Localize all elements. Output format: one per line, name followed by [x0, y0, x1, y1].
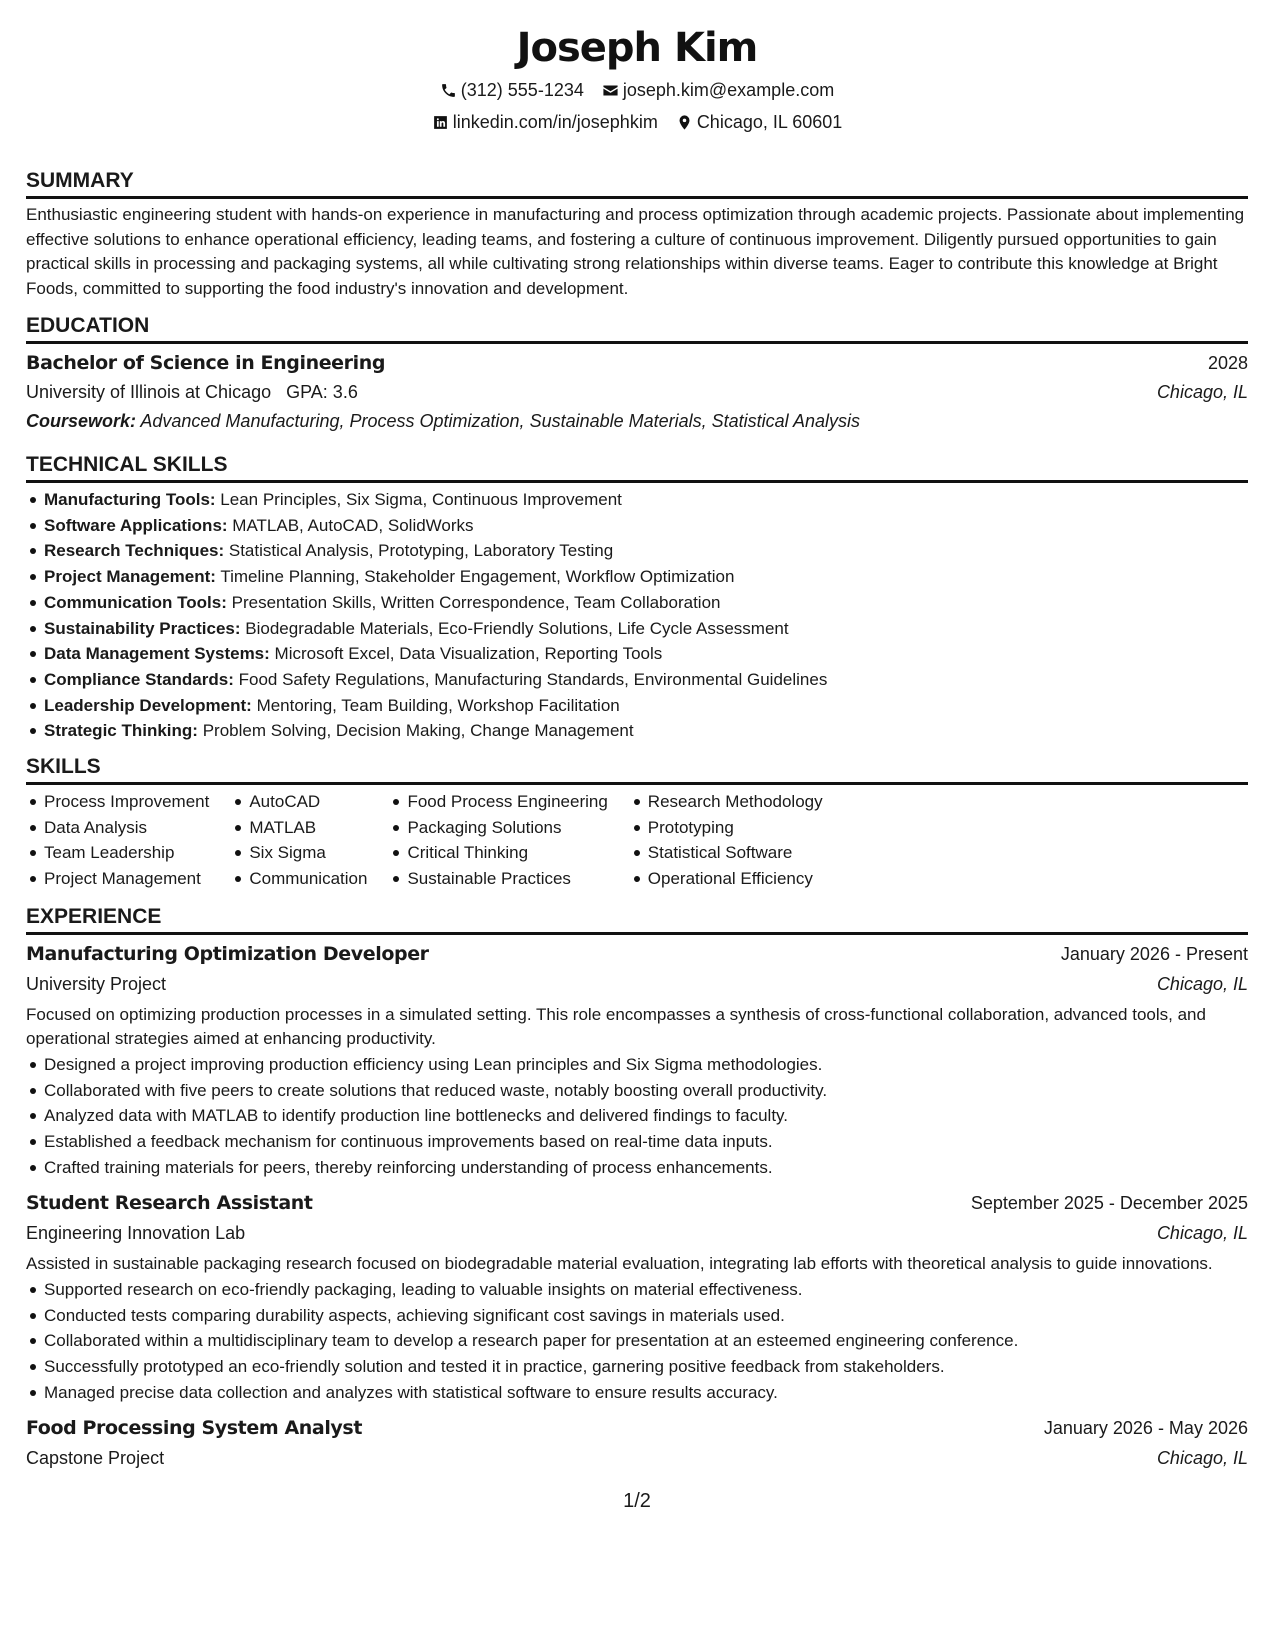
list-item: [44, 693, 1248, 719]
list-item: Critical Thinking: [407, 840, 607, 866]
job-location: Chicago, IL: [1156, 973, 1248, 994]
location-contact: [676, 106, 842, 138]
contact-line-2: [26, 106, 1248, 138]
linkedin-contact[interactable]: [432, 106, 658, 138]
school-location: Chicago, IL: [1156, 382, 1248, 402]
experience-entry: [26, 1413, 1248, 1473]
list-item: Sustainable Practices: [407, 866, 607, 892]
job-org: Engineering Innovation Lab: [26, 1223, 246, 1244]
job-org-row: [26, 969, 1248, 999]
skill-category: Project Management:: [44, 567, 216, 587]
job-org: Capstone Project: [26, 1448, 165, 1469]
experience-heading: EXPERIENCE: [26, 904, 1248, 935]
list-item: [44, 590, 1248, 616]
email-contact[interactable]: [602, 74, 834, 106]
list-item: Conducted tests comparing durability aspects, achieving significant cost savings in materials used.: [44, 1303, 1248, 1329]
list-item: [44, 616, 1248, 642]
education-heading: EDUCATION: [26, 313, 1248, 344]
resume-header: [26, 0, 1248, 138]
list-item: Process Improvement: [44, 789, 209, 815]
job-location: Chicago, IL: [1156, 1448, 1248, 1469]
resume-page: [26, 0, 1248, 1650]
list-item: Research Methodology: [648, 789, 823, 815]
list-item: [44, 564, 1248, 590]
experience-section: [26, 904, 1248, 1474]
list-item: [44, 667, 1248, 693]
job-summary: Assisted in sustainable packaging research focused on biodegradable material evaluation, integrating lab efforts with theoretical analysis to guide innovations.: [26, 1254, 1213, 1274]
skill-values: Lean Principles, Six Sigma, Continuous Improvement: [220, 490, 622, 509]
location-text: Chicago, IL 60601: [696, 112, 843, 132]
list-item: Prototyping: [648, 815, 823, 841]
technical-skills-section: [26, 452, 1248, 744]
experience-entry: [26, 939, 1248, 1181]
skills-section: [26, 754, 1248, 892]
list-item: [44, 718, 1248, 744]
summary-text: Enthusiastic engineering student with hands-on experience in manufacturing and process optimization through academic projects. Passionate about implementing effective solutions to enhance operational efficiency, leading teams, and fostering a culture of continuous improvement. Diligently pursued opportunities to gain practical skills in processing and packaging systems, all while cultivating strong relationships within diverse teams. Eager to contribute this knowledge at Bright Foods, committed to supporting the food industry's innovation and development.: [26, 205, 1245, 298]
linkedin-url[interactable]: linkedin.com/in/josephkim: [452, 112, 658, 132]
linkedin-icon: [432, 114, 449, 131]
job-dates: September 2025 - December 2025: [970, 1193, 1248, 1214]
education-degree-row: [26, 348, 1248, 378]
list-item: Crafted training materials for peers, thereby reinforcing understanding of process enhancements.: [44, 1155, 1248, 1181]
job-title-row: [26, 939, 1248, 969]
list-item: Supported research on eco-friendly packaging, leading to valuable insights on material effectiveness.: [44, 1277, 1248, 1303]
skill-category: Software Applications:: [44, 515, 228, 535]
job-title-row: [26, 1188, 1248, 1218]
map-pin-icon: [676, 114, 693, 131]
education-school-row: [26, 378, 1248, 406]
skill-values: Timeline Planning, Stakeholder Engagement, Workflow Optimization: [220, 567, 735, 587]
list-item: Six Sigma: [249, 840, 367, 866]
list-item: Packaging Solutions: [407, 815, 607, 841]
skill-values: Food Safety Regulations, Manufacturing Standards, Environmental Guidelines: [238, 669, 828, 689]
list-item: Collaborated within a multidisciplinary team to develop a research paper for presentation at an esteemed engineering conference.: [44, 1328, 1248, 1354]
list-item: Communication: [249, 866, 367, 892]
job-dates: January 2026 - Present: [1060, 943, 1248, 964]
phone-number: (312) 555-1234: [460, 80, 584, 100]
skills-column: [231, 789, 367, 892]
school-name: University of Illinois at Chicago: [26, 382, 272, 402]
list-item: Analyzed data with MATLAB to identify production line bottlenecks and delivered findings to faculty.: [44, 1103, 1248, 1129]
skill-category: Manufacturing Tools:: [44, 490, 216, 509]
list-item: Data Analysis: [44, 815, 209, 841]
school-info: [26, 378, 358, 406]
list-item: [44, 641, 1248, 667]
list-item: [44, 538, 1248, 564]
list-item: Established a feedback mechanism for continuous improvements based on real-time data inputs.: [44, 1129, 1248, 1155]
job-org: University Project: [26, 973, 167, 994]
list-item: Project Management: [44, 866, 209, 892]
candidate-name: Joseph Kim: [516, 25, 758, 71]
skill-category: Communication Tools:: [44, 592, 227, 612]
skill-values: Biodegradable Materials, Eco-Friendly Solutions, Life Cycle Assessment: [245, 618, 789, 638]
summary-heading: SUMMARY: [26, 168, 1248, 199]
job-dates: January 2026 - May 2026: [1043, 1418, 1248, 1439]
job-org-row: [26, 1218, 1248, 1248]
skill-category: Data Management Systems:: [44, 644, 270, 664]
list-item: [44, 487, 1248, 513]
skill-values: Presentation Skills, Written Correspondence, Team Collaboration: [231, 592, 721, 612]
skills-column: [26, 789, 209, 892]
list-item: Team Leadership: [44, 840, 209, 866]
degree-title: Bachelor of Science in Engineering: [26, 352, 386, 374]
skill-category: Leadership Development:: [44, 695, 252, 715]
skills-column: [389, 789, 607, 892]
graduation-year: 2028: [1207, 353, 1248, 373]
list-item: Food Process Engineering: [407, 789, 607, 815]
skill-category: Strategic Thinking:: [44, 721, 198, 741]
job-role: Food Processing System Analyst: [26, 1417, 363, 1440]
experience-entry: [26, 1188, 1248, 1405]
job-title-row: [26, 1413, 1248, 1443]
phone-icon: [440, 82, 457, 99]
list-item: [44, 513, 1248, 539]
skills-column: [630, 789, 823, 892]
coursework-list: Advanced Manufacturing, Process Optimization, Sustainable Materials, Statistical Analysis: [140, 411, 861, 431]
skill-values: Problem Solving, Decision Making, Change Management: [202, 721, 634, 741]
phone-contact: [440, 74, 584, 106]
skill-values: Mentoring, Team Building, Workshop Facilitation: [256, 695, 620, 715]
coursework-line: [26, 406, 1248, 436]
list-item: Statistical Software: [648, 840, 823, 866]
list-item: Collaborated with five peers to create solutions that reduced waste, notably boosting overall productivity.: [44, 1078, 1248, 1104]
technical-skills-heading: TECHNICAL SKILLS: [26, 452, 1248, 483]
list-item: Operational Efficiency: [648, 866, 823, 892]
list-item: Successfully prototyped an eco-friendly solution and tested it in practice, garnering positive feedback from stakeholders.: [44, 1354, 1248, 1380]
job-summary: Focused on optimizing production processes in a simulated setting. This role encompasses a synthesis of cross-functional collaboration, advanced tools, and operational strategies aimed at enhancing productivity.: [26, 1004, 1206, 1049]
list-item: MATLAB: [249, 815, 367, 841]
skill-category: Research Techniques:: [44, 541, 225, 561]
envelope-icon: [602, 82, 619, 99]
job-role: Manufacturing Optimization Developer: [26, 942, 429, 965]
skill-category: Compliance Standards:: [44, 669, 234, 689]
skill-values: Microsoft Excel, Data Visualization, Reporting Tools: [274, 644, 663, 664]
education-section: [26, 313, 1248, 436]
gpa: GPA: 3.6: [286, 382, 358, 402]
skill-values: MATLAB, AutoCAD, SolidWorks: [232, 515, 474, 535]
list-item: AutoCAD: [249, 789, 367, 815]
skills-heading: SKILLS: [26, 754, 1248, 785]
email-address[interactable]: joseph.kim@example.com: [622, 80, 835, 100]
skill-category: Sustainability Practices:: [44, 618, 241, 638]
summary-section: [26, 168, 1248, 301]
skill-values: Statistical Analysis, Prototyping, Laboratory Testing: [228, 541, 614, 561]
technical-skills-list: [26, 487, 1248, 744]
job-bullets: [26, 1277, 1248, 1406]
contact-line-1: [26, 74, 1248, 106]
skills-grid: [26, 789, 1248, 892]
job-location: Chicago, IL: [1156, 1223, 1248, 1244]
job-role: Student Research Assistant: [26, 1192, 313, 1215]
list-item: Managed precise data collection and analyzes with statistical software to ensure results accuracy.: [44, 1380, 1248, 1406]
job-bullets: [26, 1052, 1248, 1181]
list-item: Designed a project improving production efficiency using Lean principles and Six Sigma methodologies.: [44, 1052, 1248, 1078]
job-org-row: [26, 1443, 1248, 1473]
coursework-label: Coursework:: [26, 411, 137, 431]
page-number: 1/2: [623, 1490, 651, 1512]
